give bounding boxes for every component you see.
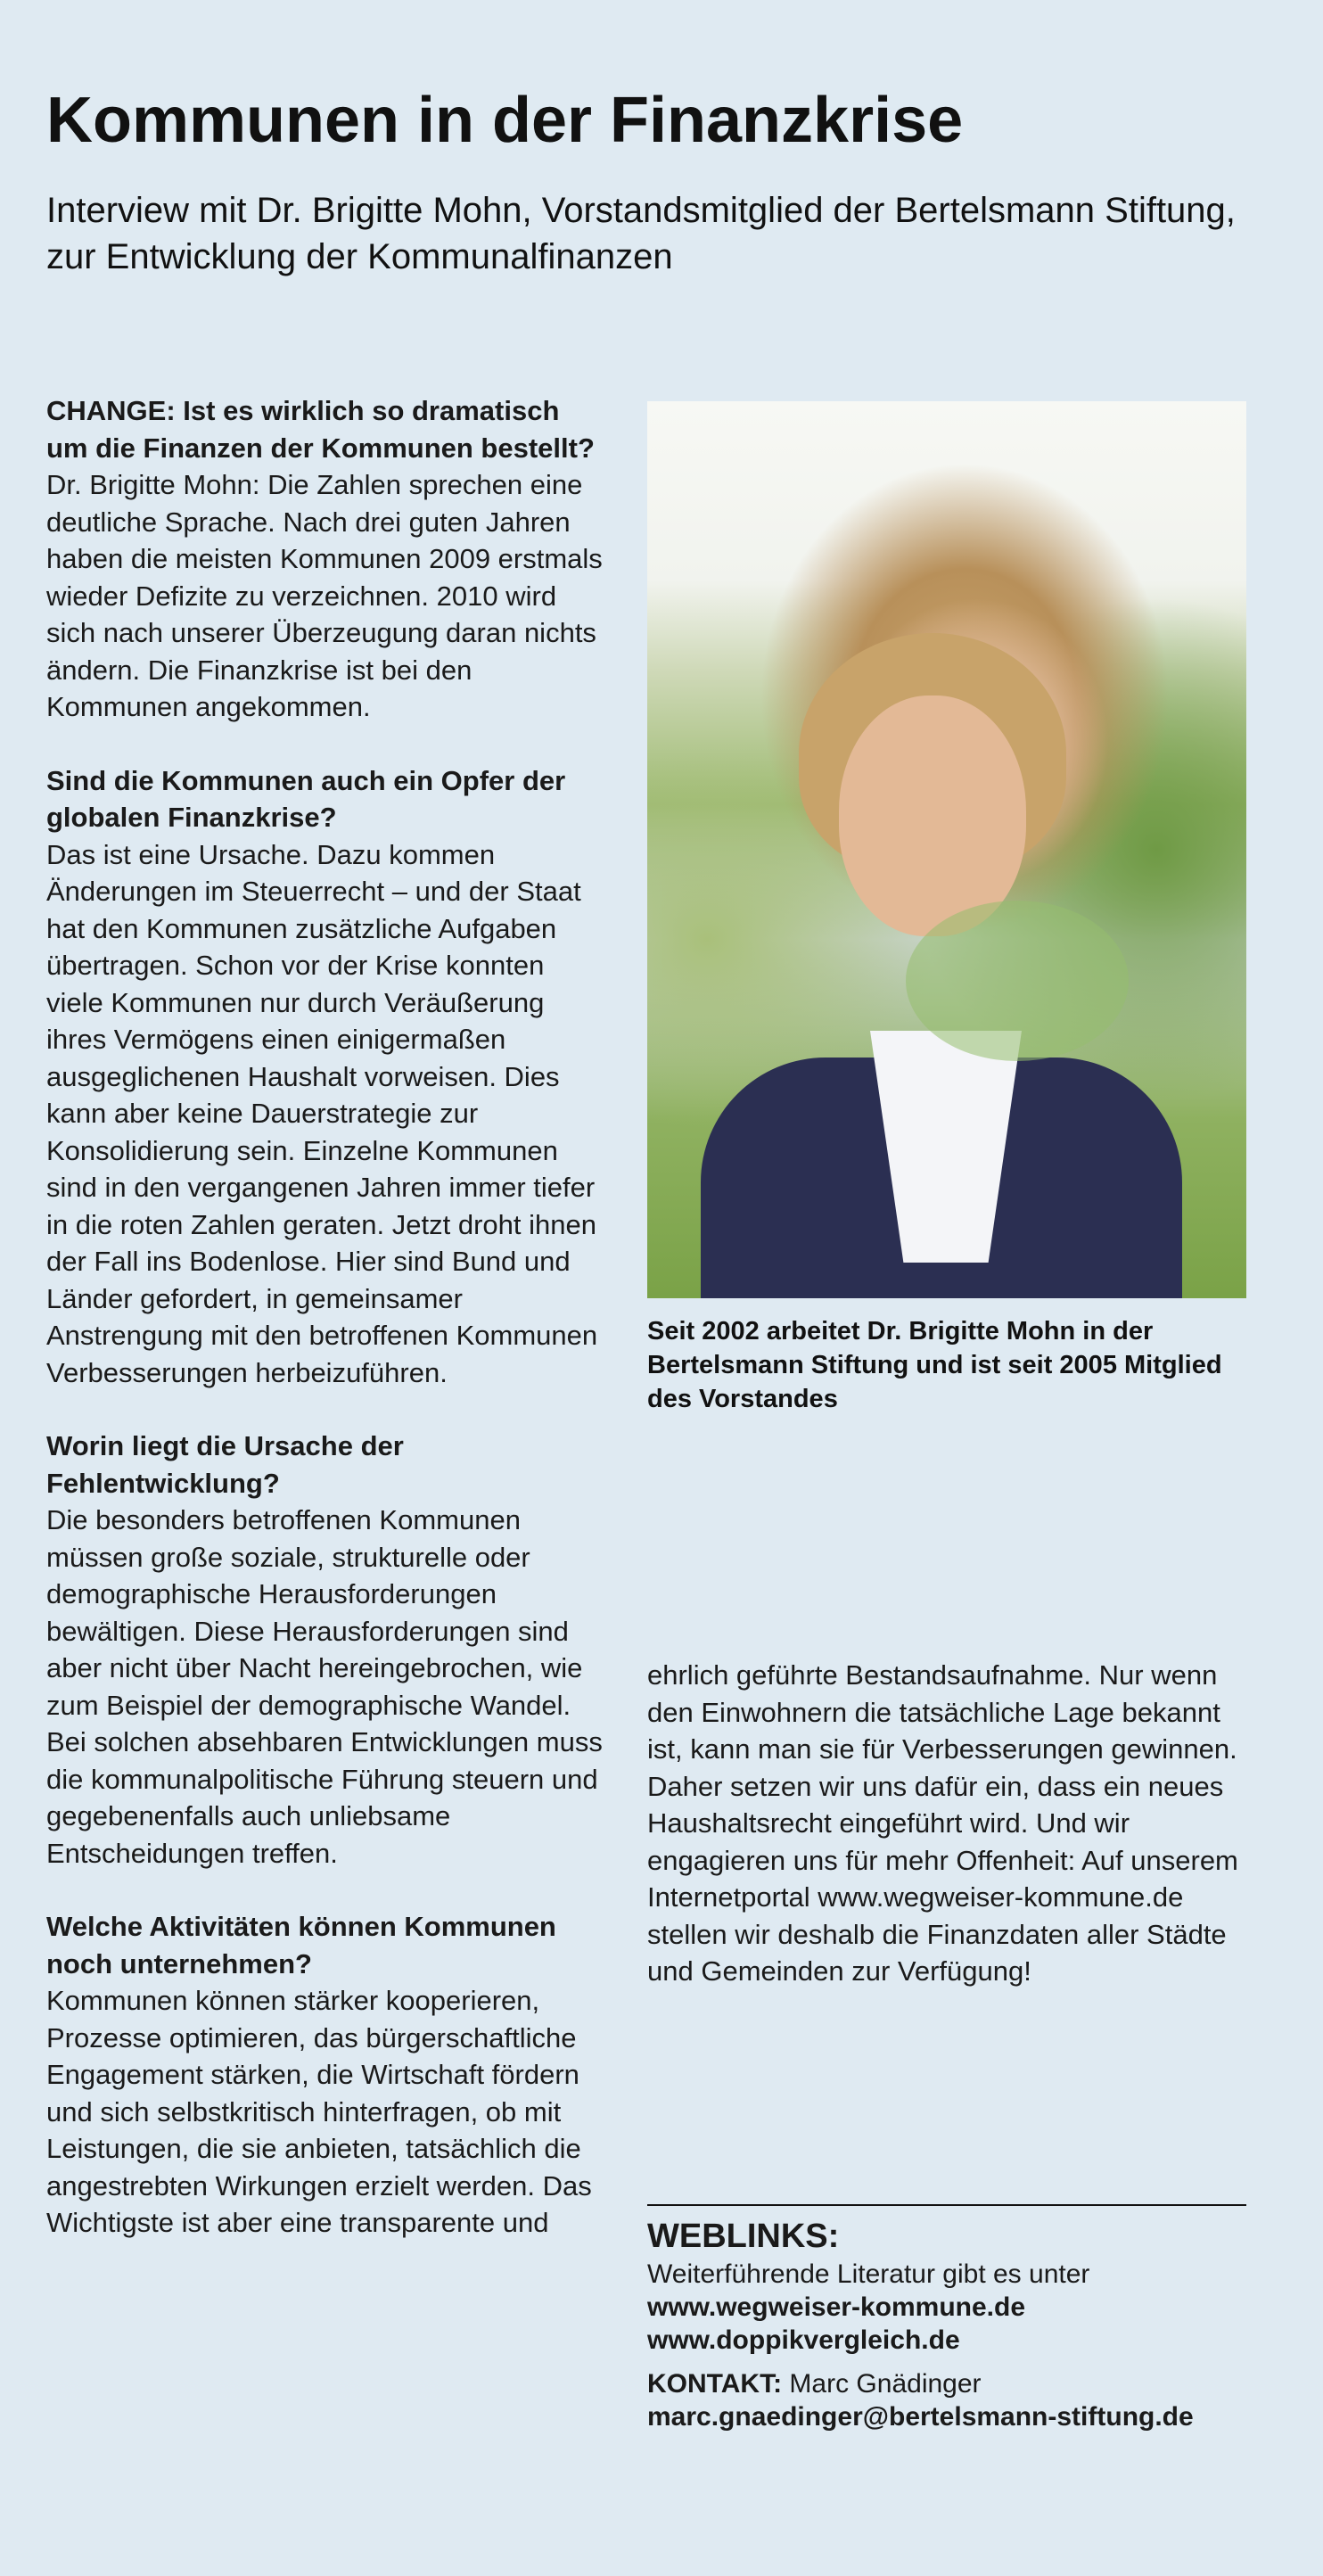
answer-3: Die besonders betroffenen Kommunen müssen große soziale, strukturelle oder demographische Herausforderungen bewältigen. Diese Herausforderungen sind aber nicht über Nacht hereingebrochen, wie zum Beispiel der demographische Wandel. Bei solchen absehbaren Entwicklungen muss die kommunalpolitische Führung steuern und gegebenenfalls auch unliebsame Entscheidungen treffen. (46, 1504, 603, 1869)
question-3: Worin liegt die Ursache der Fehlentwicklung? (46, 1430, 404, 1499)
portrait-photo (647, 401, 1246, 1298)
weblink-doppikvergleich[interactable]: www.doppikvergleich.de (647, 2325, 960, 2355)
contact-email[interactable]: marc.gnaedinger@bertelsmann-stiftung.de (647, 2402, 1194, 2432)
answer-4: Kommunen können stärker kooperieren, Prozesse optimieren, das bürgerschaftliche Engagement stärken, die Wirtschaft fördern und sich selbstkritisch hinterfragen, ob mit Leistungen, die sie anbieten, tatsächlich die angestrebten Wirkungen erzielt werden. Das Wichtigste ist aber eine transparente und (46, 1985, 592, 2238)
weblinks-intro: Weiterführende Literatur gibt es unter (647, 2259, 1090, 2289)
question-1: CHANGE: Ist es wirklich so dramatisch um die Finanzen der Kommunen bestellt? (46, 395, 595, 464)
portrait-foreground-leaf (906, 901, 1129, 1061)
weblinks-heading: WEBLINKS: (647, 2218, 840, 2255)
contact-name: Marc Gnädinger (782, 2369, 982, 2399)
interview-column-left (46, 392, 608, 2242)
weblinks-divider (647, 2204, 1246, 2206)
question-2: Sind die Kommunen auch ein Opfer der globalen Finanzkrise? (46, 764, 566, 833)
contact-label: KONTAKT: (647, 2369, 783, 2399)
contact-line (647, 2367, 1271, 2400)
weblinks-box (647, 2215, 1271, 2433)
answer-4-continued: ehrlich geführte Bestandsaufnahme. Nur wenn den Einwohnern die tatsächliche Lage bekannt ist, kann man sie für Verbesserungen gewinnen. Daher setzen wir uns dafür ein, dass ein neues Haushaltsrecht eingeführt wird. Und wir engagieren uns für mehr Offenheit: Auf unserem Internetportal www.wegweiser-kommune.de stellen wir deshalb die Finanzdaten aller Städte und Gemeinden zur Verfügung! (647, 1659, 1238, 1987)
question-4: Welche Aktivitäten können Kommunen noch unternehmen? (46, 1911, 556, 1979)
interview-column-right (647, 1657, 1245, 1990)
article-subtitle: Interview mit Dr. Brigitte Mohn, Vorstandsmitglied der Bertelsmann Stiftung, zur Entwicklung der Kommunalfinanzen (46, 191, 1236, 276)
portrait-face (839, 695, 1026, 936)
answer-2: Das ist eine Ursache. Dazu kommen Änderungen im Steuerrecht – und der Staat hat den Kommunen zusätzliche Aufgaben übertragen. Schon vor der Krise konnten viele Kommunen nur durch Veräußerung ihres Vermögens einen einigermaßen ausgeglichenen Haushalt vorweisen. Dies kann aber keine Dauerstrategie zur Konsolidierung sein. Einzelne Kommunen sind in den vergangenen Jahren immer tiefer in die roten Zahlen geraten. Jetzt droht ihnen der Fall ins Bodenlose. Hier sind Bund und Länder gefordert, in gemeinsamer Anstrengung mit den betroffenen Kommunen Verbesserungen herbeizuführen. (46, 838, 598, 1388)
article-title: Kommunen in der Finanzkrise (46, 85, 964, 156)
answer-1: Dr. Brigitte Mohn: Die Zahlen sprechen eine deutliche Sprache. Nach drei guten Jahren haben die meisten Kommunen 2009 erstmals wieder Defizite zu verzeichnen. 2010 wird sich nach unserer Überzeugung daran nichts ändern. Die Finanzkrise ist bei den Kommunen angekommen. (46, 469, 603, 722)
photo-caption: Seit 2002 arbeitet Dr. Brigitte Mohn in der Bertelsmann Stiftung und ist seit 2005 Mitglied des Vorstandes (647, 1317, 1222, 1413)
weblink-wegweiser[interactable]: www.wegweiser-kommune.de (647, 2292, 1025, 2322)
